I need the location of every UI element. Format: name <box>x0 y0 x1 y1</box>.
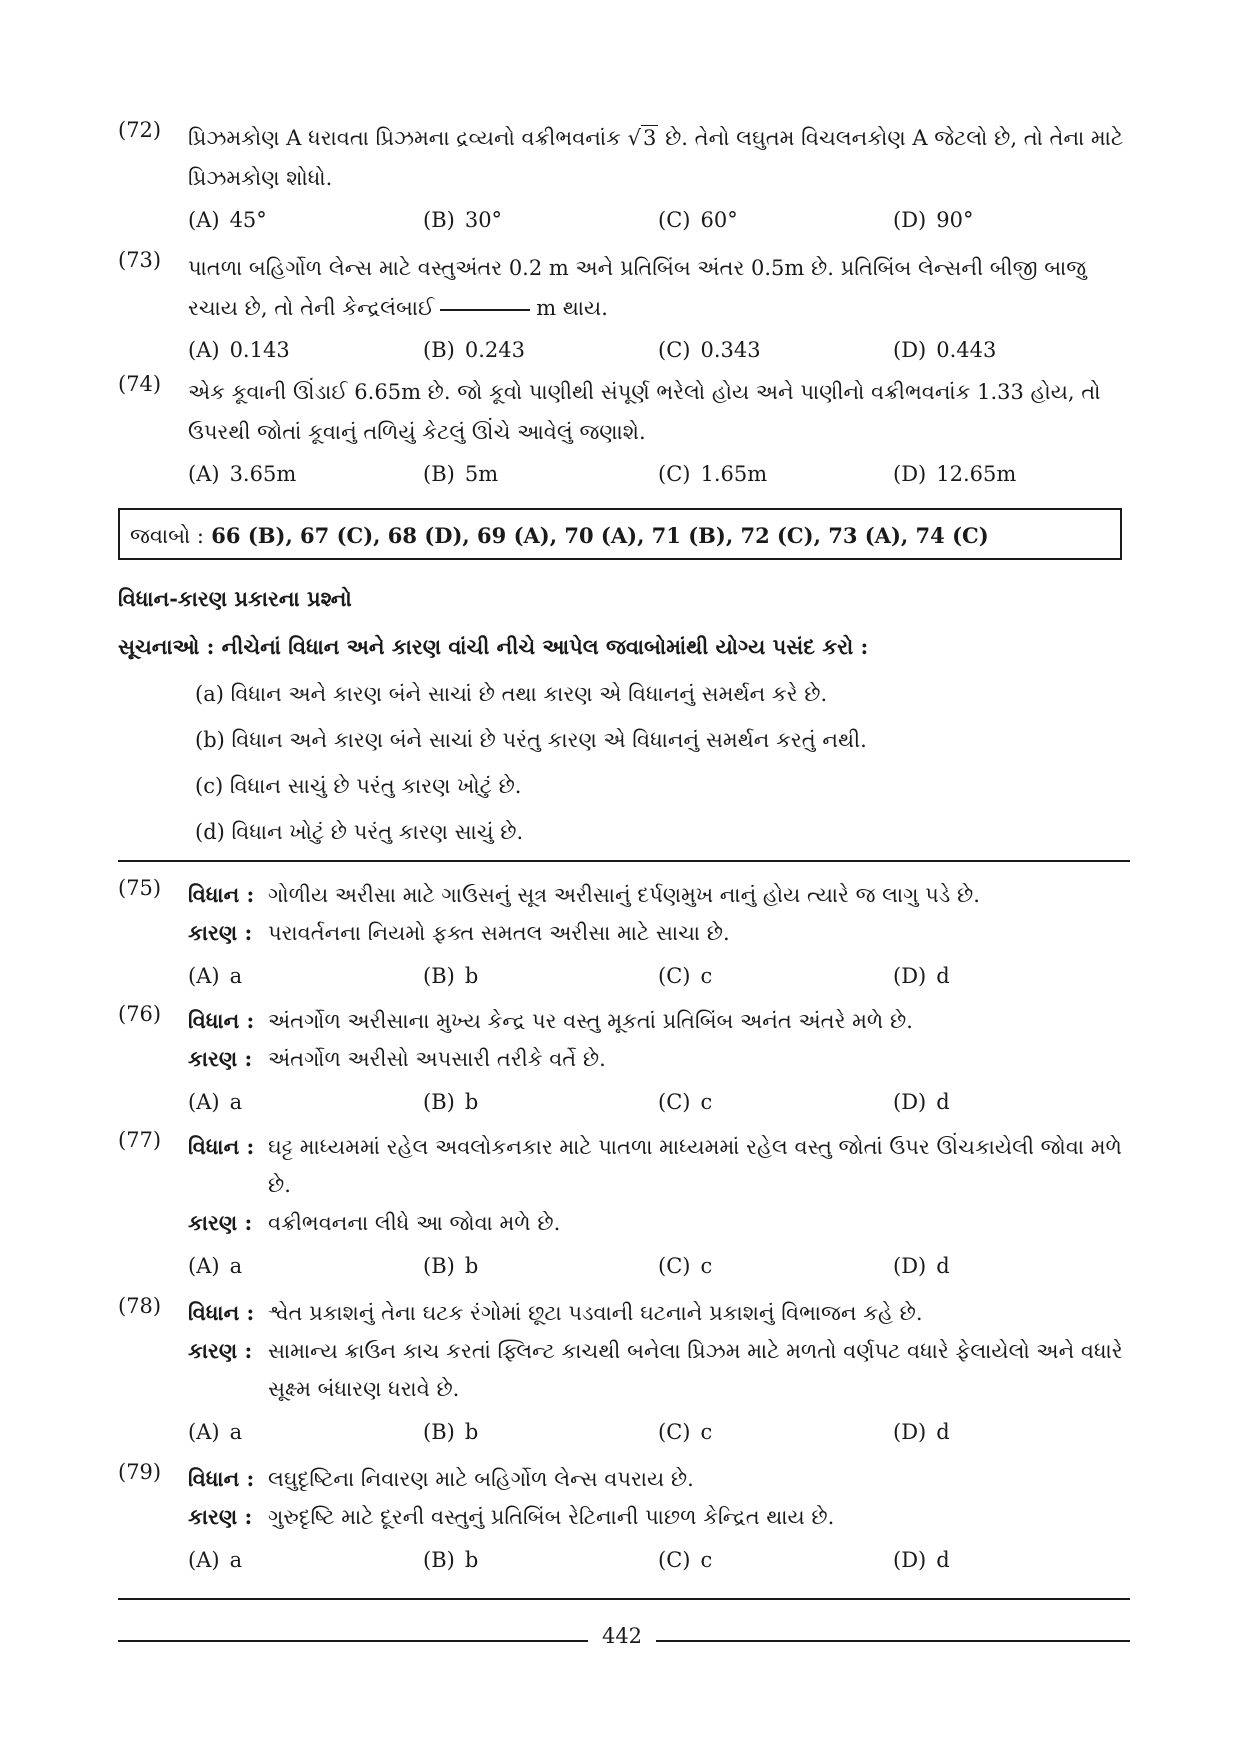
statement-label: વિધાન : <box>188 1300 255 1325</box>
page-number: 442 <box>601 1624 643 1648</box>
option-value: a <box>229 1090 243 1114</box>
question-number: (75) <box>118 876 162 900</box>
option-c <box>658 964 893 988</box>
option-value: c <box>700 964 713 988</box>
statement-line <box>188 1460 1128 1498</box>
options-row <box>188 456 1128 492</box>
option-label: (C) <box>658 1548 691 1572</box>
option-value: 60° <box>700 208 738 232</box>
reason-text: સામાન્ય ક્રાઉન કાચ કરતાં ફ્લિન્ટ કાચથી બનેલા પ્રિઝમ માટે મળતો વર્ણપટ વધારે ફેલાયેલો અને વધારે સૂક્ષ્મ બંધારણ ધરાવે છે. <box>268 1339 1123 1401</box>
option-label: (B) <box>423 964 455 988</box>
option-a <box>188 1090 423 1114</box>
option-value: b <box>464 1254 479 1278</box>
option-value: d <box>936 1548 950 1572</box>
option-a <box>188 338 423 362</box>
option-b <box>423 1254 658 1278</box>
option-value: d <box>936 1420 950 1444</box>
reason-line <box>188 1332 1128 1408</box>
option-a <box>188 1548 423 1572</box>
statement-label: વિધાન : <box>188 1008 255 1033</box>
option-label: (A) <box>188 1254 220 1278</box>
question-77 <box>118 1128 1128 1284</box>
question-number: (78) <box>118 1294 162 1318</box>
option-label: (A) <box>188 1420 220 1444</box>
option-value: 5m <box>464 462 499 486</box>
options-row <box>188 1414 1128 1450</box>
option-label: (D) <box>893 208 927 232</box>
option-label: (A) <box>188 338 220 362</box>
reason-line <box>188 914 1128 952</box>
footer-line-right <box>656 1640 1130 1642</box>
question-78 <box>118 1294 1128 1450</box>
options-row <box>188 1084 1128 1120</box>
option-value: d <box>936 1090 950 1114</box>
option-label: (A) <box>188 1090 220 1114</box>
option-c <box>658 338 893 362</box>
sqrt-expression: √3 <box>627 126 657 150</box>
statement-label: વિધાન : <box>188 1134 255 1159</box>
question-number: (79) <box>118 1460 162 1484</box>
option-label: (B) <box>423 1548 455 1572</box>
question-text: એક કૂવાની ઊંડાઈ 6.65m છે. જો કૂવો પાણીથી સંપૂર્ણ ભરેલો હોય અને પાણીનો વક્રીભવનાંક 1.33 હોય, તો ઉપરથી જોતાં કૂવાનું તળિયું કેટલું ઊંચે આવેલું જણાશે. <box>188 380 1101 444</box>
option-d <box>893 1420 1128 1444</box>
option-value: 0.443 <box>936 338 997 362</box>
option-b <box>423 208 658 232</box>
option-a <box>188 462 423 486</box>
question-number: (72) <box>118 118 162 142</box>
options-row <box>188 1248 1128 1284</box>
option-value: b <box>464 1420 479 1444</box>
statement-text: શ્વેત પ્રકાશનું તેના ઘટક રંગોમાં છૂટા પડવાની ઘટનાને પ્રકાશનું વિભાજન કહે છે. <box>268 1301 923 1325</box>
choice-c: (c) વિધાન સાચું છે પરંતુ કારણ ખોટું છે. <box>195 774 522 798</box>
options-row <box>188 1542 1128 1578</box>
footer-line-left <box>118 1640 588 1642</box>
bottom-divider <box>118 1598 1130 1600</box>
option-label: (D) <box>893 1254 927 1278</box>
reason-label: કારણ : <box>188 1046 253 1071</box>
option-value: a <box>229 964 243 988</box>
answer-key-list: 66 (B), 67 (C), 68 (D), 69 (A), 70 (A), 71 (B), 72 (C), 73 (A), 74 (C) <box>211 523 989 548</box>
statement-text: અંતર્ગોળ અરીસાના મુખ્ય કેન્દ્ર પર વસ્તુ મૂકતાં પ્રતિબિંબ અનંત અંતરે મળે છે. <box>268 1009 913 1033</box>
section-divider <box>118 860 1130 862</box>
option-label: (C) <box>658 964 691 988</box>
option-label: (B) <box>423 1420 455 1444</box>
option-d <box>893 1548 1128 1572</box>
option-value: 0.243 <box>464 338 525 362</box>
answer-key-lead: જવાબો : <box>130 524 204 548</box>
answer-key-box <box>118 508 1122 560</box>
question-text-part: m થાય. <box>536 296 608 320</box>
question-number: (73) <box>118 248 162 272</box>
option-label: (D) <box>893 1090 927 1114</box>
option-c <box>658 1420 893 1444</box>
options-row <box>188 958 1128 994</box>
question-73 <box>118 248 1128 368</box>
question-text-part: પ્રિઝમકોણ A ધરાવતા પ્રિઝમના દ્રવ્યનો વક્રીભવનાંક <box>188 126 621 150</box>
question-text-part: પાતળા બહિર્ગોળ લેન્સ માટે વસ્તુઅંતર 0.2 m અને પ્રતિબિંબ અંતર 0.5m છે. પ્રતિબિંબ લેન્સની બીજી બાજુ રચાય છે, તો તેની કેન્દ્રલંબાઈ <box>188 256 1087 320</box>
reason-text: વક્રીભવનના લીધે આ જોવા મળે છે. <box>268 1211 561 1235</box>
statement-text: ઘટ્ટ માધ્યમમાં રહેલ અવલોકનકાર માટે પાતળા માધ્યમમાં રહેલ વસ્તુ જોતાં ઉપર ઊંચકાયેલી જોવા મળે છે. <box>268 1135 1122 1197</box>
option-value: a <box>229 1548 243 1572</box>
option-label: (D) <box>893 338 927 362</box>
option-label: (B) <box>423 462 455 486</box>
question-79 <box>118 1460 1128 1578</box>
option-label: (C) <box>658 208 691 232</box>
option-value: 3.65m <box>229 462 297 486</box>
option-label: (B) <box>423 208 455 232</box>
reason-label: કારણ : <box>188 920 253 945</box>
option-b <box>423 1420 658 1444</box>
choice-a: (a) વિધાન અને કારણ બંને સાચાં છે તથા કારણ એ વિધાનનું સમર્થન કરે છે. <box>195 682 828 706</box>
section-title: વિધાન-કારણ પ્રકારના પ્રશ્નો <box>118 586 352 611</box>
option-label: (C) <box>658 1254 691 1278</box>
option-d <box>893 1090 1128 1114</box>
option-label: (C) <box>658 338 691 362</box>
option-label: (C) <box>658 1090 691 1114</box>
statement-label: વિધાન : <box>188 882 255 907</box>
option-label: (B) <box>423 1254 455 1278</box>
option-label: (B) <box>423 1090 455 1114</box>
option-label: (D) <box>893 1420 927 1444</box>
option-value: 12.65m <box>936 462 1017 486</box>
reason-label: કારણ : <box>188 1504 253 1529</box>
statement-line <box>188 1002 1128 1040</box>
choice-b: (b) વિધાન અને કારણ બંને સાચાં છે પરંતુ કારણ એ વિધાનનું સમર્થન કરતું નથી. <box>195 728 867 752</box>
option-value: d <box>936 964 950 988</box>
option-label: (A) <box>188 208 220 232</box>
option-value: a <box>229 1420 243 1444</box>
reason-label: કારણ : <box>188 1338 253 1363</box>
options-row <box>188 332 1128 368</box>
option-value: 30° <box>464 208 503 232</box>
option-d <box>893 964 1128 988</box>
option-label: (B) <box>423 338 455 362</box>
option-b <box>423 1548 658 1572</box>
option-label: (D) <box>893 964 927 988</box>
question-text-part: છે. તેનો લઘુતમ વિચલનકોણ A જેટલો છે, તો તેના માટે પ્રિઝમકોણ શોધો. <box>188 126 1124 190</box>
option-label: (A) <box>188 462 220 486</box>
reason-text: અંતર્ગોળ અરીસો અપસારી તરીકે વર્તે છે. <box>268 1047 606 1071</box>
statement-line <box>188 1294 1128 1332</box>
option-a <box>188 208 423 232</box>
option-value: 1.65m <box>700 462 768 486</box>
options-row <box>188 202 1128 238</box>
statement-label: વિધાન : <box>188 1466 255 1491</box>
option-value: 90° <box>936 208 974 232</box>
option-b <box>423 964 658 988</box>
option-c <box>658 1548 893 1572</box>
option-label: (D) <box>893 1548 927 1572</box>
statement-text: લઘુદૃષ્ટિના નિવારણ માટે બહિર્ગોળ લેન્સ વપરાય છે. <box>268 1467 694 1491</box>
option-value: b <box>464 1090 479 1114</box>
sqrt-value: 3 <box>643 126 657 150</box>
reason-line <box>188 1204 1128 1242</box>
option-d <box>893 338 1128 362</box>
option-label: (C) <box>658 462 691 486</box>
option-b <box>423 338 658 362</box>
reason-line <box>188 1498 1128 1536</box>
answer-blank <box>440 309 530 311</box>
option-value: c <box>700 1420 713 1444</box>
reason-label: કારણ : <box>188 1210 253 1235</box>
option-c <box>658 462 893 486</box>
option-label: (A) <box>188 964 220 988</box>
question-text <box>188 248 1128 328</box>
option-a <box>188 1254 423 1278</box>
option-value: b <box>464 1548 479 1572</box>
option-value: d <box>936 1254 950 1278</box>
choice-d: (d) વિધાન ખોટું છે પરંતુ કારણ સાચું છે. <box>195 820 524 844</box>
reason-text: ગુરુદૃષ્ટિ માટે દૂરની વસ્તુનું પ્રતિબિંબ રેટિનાની પાછળ કેન્દ્રિત થાય છે. <box>268 1505 835 1529</box>
option-value: 0.143 <box>229 338 290 362</box>
option-c <box>658 1090 893 1114</box>
question-74 <box>118 372 1128 492</box>
question-72 <box>118 118 1128 238</box>
question-76 <box>118 1002 1128 1120</box>
question-number: (74) <box>118 372 162 396</box>
question-number: (77) <box>118 1128 162 1152</box>
statement-text: ગોળીય અરીસા માટે ગાઉસનું સૂત્ર અરીસાનું દર્પણમુખ નાનું હોય ત્યારે જ લાગુ પડે છે. <box>268 883 980 907</box>
option-label: (D) <box>893 462 927 486</box>
question-text <box>188 118 1128 198</box>
reason-text: પરાવર્તનના નિયમો ફક્ત સમતલ અરીસા માટે સાચા છે. <box>268 921 730 945</box>
option-b <box>423 1090 658 1114</box>
statement-line <box>188 876 1128 914</box>
option-d <box>893 1254 1128 1278</box>
option-label: (C) <box>658 1420 691 1444</box>
reason-line <box>188 1040 1128 1078</box>
option-value: b <box>464 964 479 988</box>
option-a <box>188 964 423 988</box>
question-number: (76) <box>118 1002 162 1026</box>
option-value: c <box>700 1090 713 1114</box>
option-value: c <box>700 1254 713 1278</box>
option-a <box>188 1420 423 1444</box>
option-c <box>658 1254 893 1278</box>
option-d <box>893 208 1128 232</box>
option-c <box>658 208 893 232</box>
option-value: c <box>700 1548 713 1572</box>
option-value: a <box>229 1254 243 1278</box>
option-label: (A) <box>188 1548 220 1572</box>
option-b <box>423 462 658 486</box>
section-instruction: સૂચનાઓ : નીચેનાં વિધાન અને કારણ વાંચી નીચે આપેલ જવાબોમાંથી યોગ્ય પસંદ કરો : <box>118 634 869 659</box>
statement-line <box>188 1128 1128 1204</box>
option-value: 45° <box>229 208 267 232</box>
option-d <box>893 462 1128 486</box>
option-value: 0.343 <box>700 338 761 362</box>
question-75 <box>118 876 1128 994</box>
